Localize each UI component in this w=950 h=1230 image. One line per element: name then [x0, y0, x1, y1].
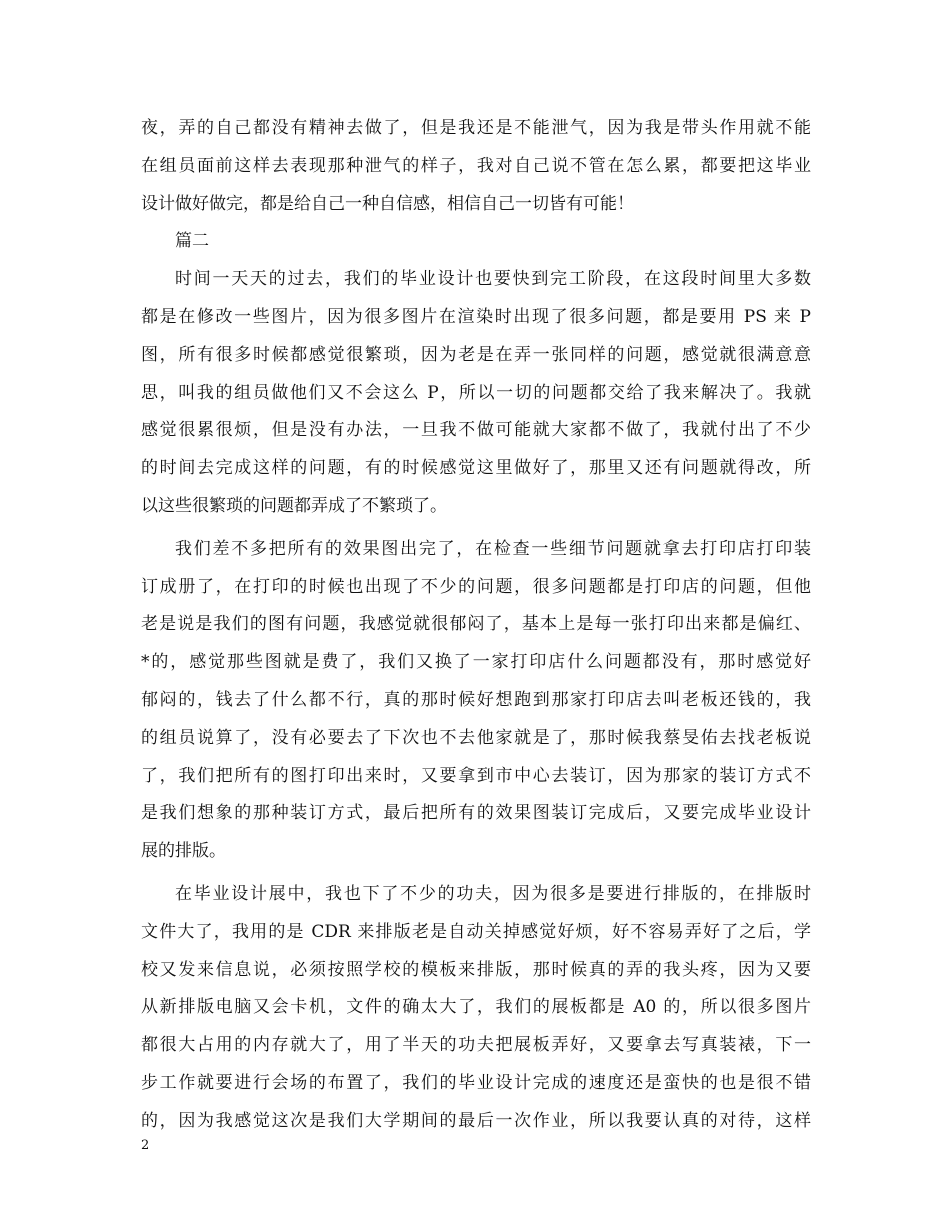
paragraph-line: *的，感觉那些图就是费了，我们又换了一家打印店什么问题都没有，那时感觉好	[141, 652, 811, 673]
paragraph-line: 老是说是我们的图有问题，我感觉就很郁闷了，基本上是每一张打印出来都是偏红、	[141, 614, 811, 635]
paragraph-line: 的时间去完成这样的问题，有的时候感觉这里做好了，那里又还有问题就得改，所	[141, 458, 811, 479]
paragraph-line: 感觉很累很烦，但是没有办法，一旦我不做可能就大家都不做了，我就付出了不少	[141, 420, 811, 441]
paragraph-line: 文件大了，我用的是 CDR 来排版老是自动关掉感觉好烦，好不容易弄好了之后，学	[141, 921, 811, 942]
paragraph-line: 的组员说算了，没有必要去了下次也不去他家就是了，那时候我蔡旻佑去找老板说	[141, 727, 811, 748]
paragraph-line: 都很大占用的内存就大了，用了半天的功夫把展板弄好，又要拿去写真装裱，下一	[141, 1035, 811, 1056]
paragraph-line: 订成册了，在打印的时候也出现了不少的问题，很多问题都是打印店的问题，但他	[141, 576, 811, 597]
paragraph-line: 思，叫我的组员做他们又不会这么 P，所以一切的问题都交给了我来解决了。我就	[141, 382, 811, 403]
paragraph-line: 了，我们把所有的图打印出来时，又要拿到市中心去装订，因为那家的装订方式不	[141, 765, 811, 786]
paragraph-line: 设计做好做完，都是给自己一种自信感，相信自己一切皆有可能！	[141, 193, 634, 214]
paragraph-line: 的，因为我感觉这次是我们大学期间的最后一次作业，所以我要认真的对待，这样	[141, 1110, 811, 1131]
section-heading: 篇二	[175, 231, 209, 252]
paragraph-line: 展的排版。	[141, 841, 226, 862]
paragraph-line: 在组员面前这样去表现那种泄气的样子，我对自己说不管在怎么累，都要把这毕业	[141, 155, 811, 176]
paragraph-line: 我们差不多把所有的效果图出完了，在检查一些细节问题就拿去打印店打印装	[175, 538, 811, 559]
body-text	[141, 110, 811, 1141]
paragraph-line: 步工作就要进行会场的布置了，我们的毕业设计完成的速度还是蛮快的也是很不错	[141, 1072, 811, 1093]
paragraph-line: 从新排版电脑又会卡机，文件的确太大了，我们的展板都是 A0 的，所以很多图片	[141, 997, 811, 1018]
paragraph-line: 都是在修改一些图片，因为很多图片在渲染时出现了很多问题，都是要用 PS 来 P	[141, 306, 811, 327]
paragraph-line: 夜，弄的自己都没有精神去做了，但是我还是不能泄气，因为我是带头作用就不能	[141, 118, 811, 138]
paragraph-line: 郁闷的，钱去了什么都不行，真的那时候好想跑到那家打印店去叫老板还钱的，我	[141, 689, 811, 710]
paragraph-line: 图，所有很多时候都感觉很繁琐，因为老是在弄一张同样的问题，感觉就很满意意	[141, 344, 811, 365]
paragraph-line: 以这些很繁琐的问题都弄成了不繁琐了。	[141, 495, 447, 516]
paragraph-line: 校又发来信息说，必须按照学校的模板来排版，那时候真的弄的我头疼，因为又要	[141, 959, 811, 980]
paragraph-line: 是我们想象的那种装订方式，最后把所有的效果图装订完成后，又要完成毕业设计	[141, 803, 811, 824]
page-number: 2	[141, 1138, 150, 1153]
paragraph-line: 时间一天天的过去，我们的毕业设计也要快到完工阶段，在这段时间里大多数	[175, 269, 811, 290]
paragraph-line: 在毕业设计展中，我也下了不少的功夫，因为很多是要进行排版的，在排版时	[175, 883, 811, 904]
